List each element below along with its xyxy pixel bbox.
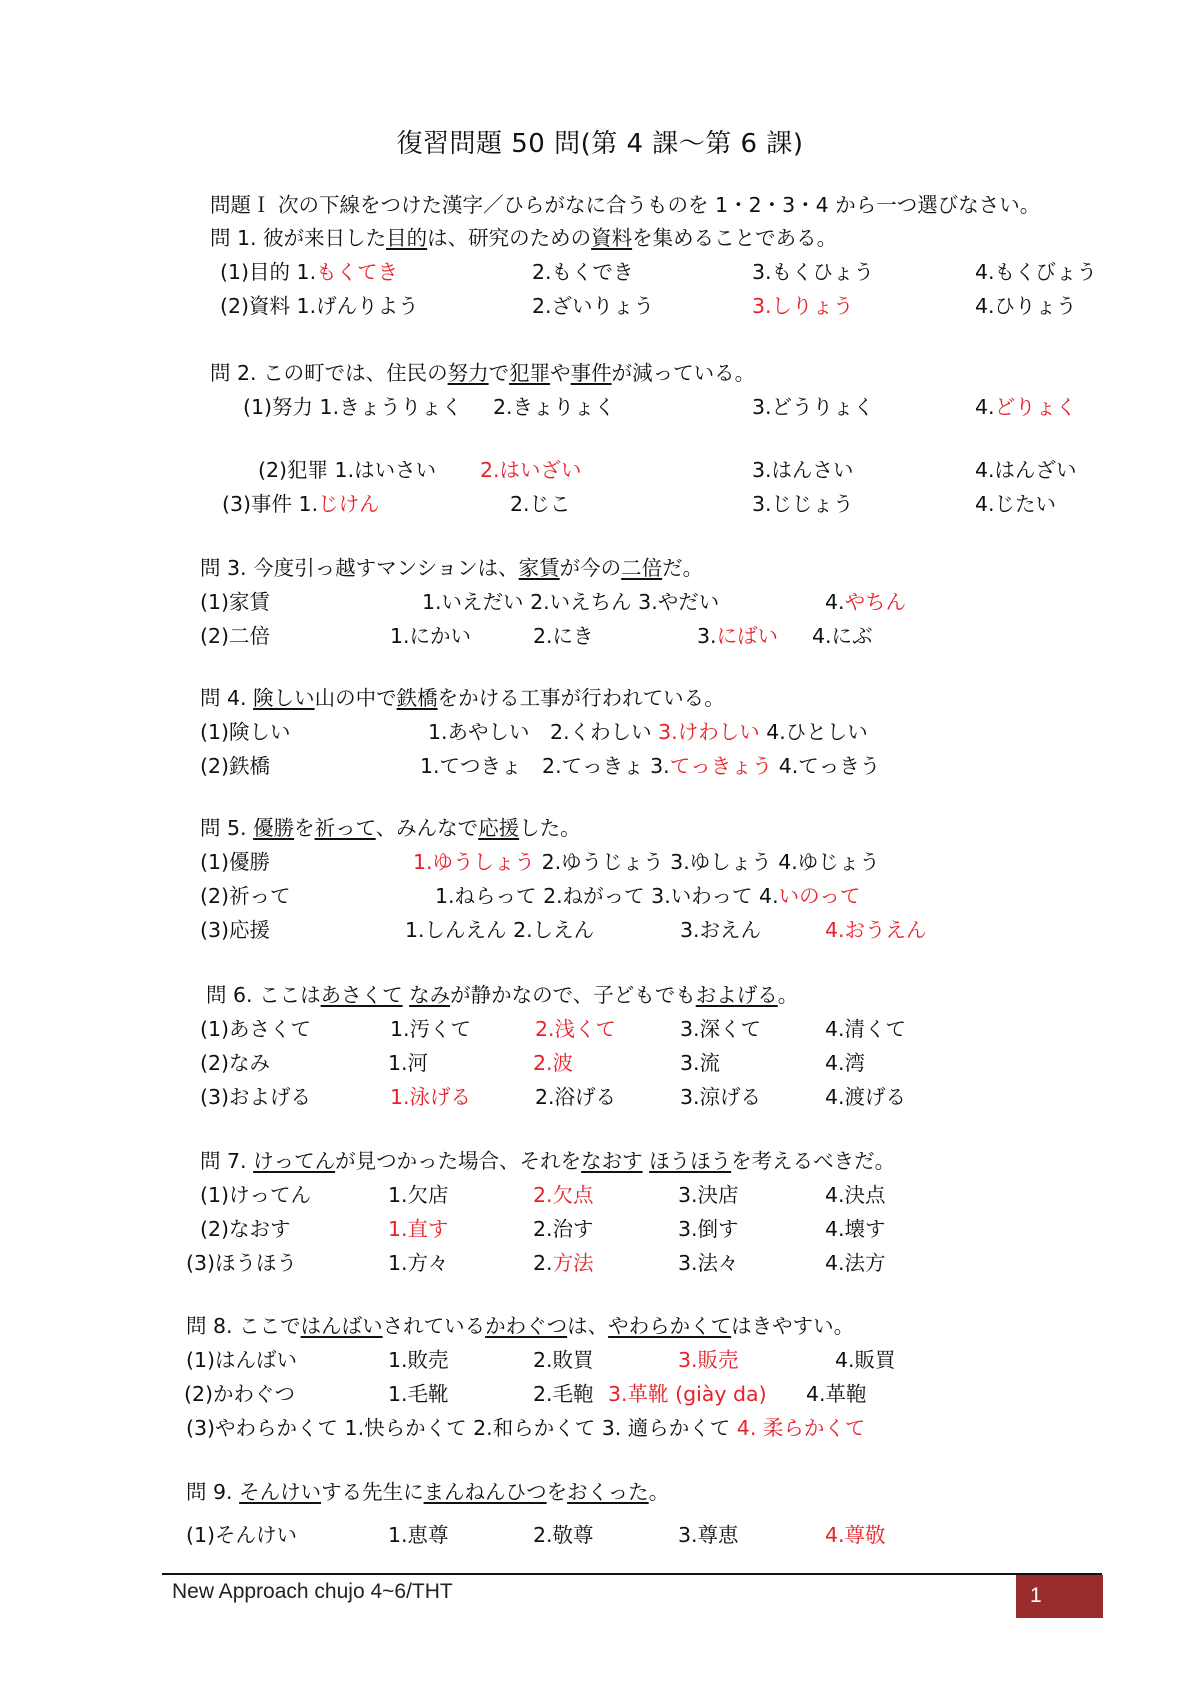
underlined-word: 鉄橋	[396, 686, 438, 710]
answer-option: 1.方々	[388, 1251, 449, 1275]
correct-answer: 2.浅くて	[535, 1017, 617, 1041]
answer-row	[200, 915, 1120, 945]
correct-answer: 方法	[552, 1251, 594, 1275]
underlined-word: あさくて	[320, 983, 403, 1007]
answer-label: (1)そんけい	[186, 1523, 298, 1547]
underlined-word: およげる	[695, 983, 778, 1007]
footer-text: New Approach chujo 4~6/THT	[172, 1580, 453, 1603]
answer-row	[220, 257, 1120, 287]
answer-option: 4.革鞄	[806, 1382, 867, 1406]
section-instructions: 問題Ｉ 次の下線をつけた漢字／ひらがなに合うものを 1・2・3・4 から一つ選びなさい。	[210, 193, 1041, 217]
underlined-word: 険しい	[253, 686, 315, 710]
underlined-word: けってん	[253, 1149, 336, 1173]
answer-label: (2)犯罪 1.はいさい	[258, 458, 437, 482]
answer-option: 3.尊恵	[678, 1523, 739, 1547]
answer-row	[243, 392, 1123, 422]
answer-options: 1.あやしい 2.くわしい 3.けわしい 4.ひとしい	[428, 720, 868, 744]
answer-row	[220, 291, 1120, 321]
underlined-word: 目的	[386, 226, 428, 250]
answer-option: 1.にかい	[390, 624, 472, 648]
answer-options: (3)やわらかくて 1.快らかくて 2.和らかくて 3. 適らかくて 4. 柔らかくて	[186, 1416, 866, 1440]
answer-option: 2.敗買	[533, 1348, 594, 1372]
answer-row	[186, 1345, 1120, 1375]
answer-options: 1.ねらって 2.ねがって 3.いわって 4.いのって	[435, 884, 861, 908]
answer-row	[200, 621, 1120, 651]
underlined-word: 祈って	[314, 816, 376, 840]
answer-option: 1.汚くて	[390, 1017, 472, 1041]
underlined-word: 努力	[447, 361, 489, 385]
answer-row	[200, 1180, 1120, 1210]
correct-answer: じけん	[318, 492, 380, 516]
page-number: 1	[1030, 1584, 1042, 1607]
underlined-word: そんけい	[239, 1480, 322, 1504]
correct-answer: にばい	[716, 624, 779, 648]
question-4: 問 4. 険しい山の中で鉄橋をかける工事が行われている。	[200, 686, 725, 710]
answer-label: (1)努力 1.きょうりょく	[243, 395, 463, 419]
answer-row	[200, 717, 1120, 747]
correct-answer: 2.波	[533, 1051, 574, 1075]
correct-answer: 3.けわしい	[658, 720, 760, 744]
answer-option: 4.法方	[825, 1251, 886, 1275]
answer-option: 2.毛鞄	[533, 1382, 594, 1406]
underlined-word: 家賃	[518, 556, 560, 580]
underlined-word: 二倍	[621, 556, 663, 580]
correct-answer: 3.販売	[678, 1348, 739, 1372]
correct-answer: 3.しりょう	[752, 294, 854, 318]
correct-answer: やちん	[844, 590, 907, 614]
correct-answer: 1.ゆうしょう	[413, 850, 536, 874]
answer-option: 4.やちん	[825, 590, 907, 614]
question-text: は、研究のための	[427, 226, 592, 250]
underlined-word: 応援	[478, 816, 520, 840]
answer-label: (3)応援	[200, 918, 271, 942]
answer-option: 4.にぶ	[812, 624, 873, 648]
underlined-word: おくった	[567, 1480, 649, 1504]
answer-label: (1)はんばい	[186, 1348, 298, 1372]
answer-label: (3)事件 1.じけん	[222, 492, 380, 516]
page-number-box	[1016, 1575, 1103, 1618]
underlined-word: 犯罪	[509, 361, 551, 385]
correct-answer: もくてき	[316, 260, 399, 284]
answer-row	[200, 587, 1120, 617]
correct-answer: 2.はいざい	[480, 458, 582, 482]
answer-label: (1)けってん	[200, 1183, 312, 1207]
question-7: 問 7. けってんが見つかった場合、それをなおす ほうほうを考えるべきだ。	[200, 1149, 896, 1173]
correct-answer: 2.欠点	[533, 1183, 594, 1207]
answer-option: 1.恵尊	[388, 1523, 449, 1547]
answer-option: 1.毛靴	[388, 1382, 449, 1406]
underlined-word: まんねんひつ	[423, 1480, 547, 1504]
answer-label: (2)なおす	[200, 1217, 291, 1241]
answer-option: 2.敬尊	[533, 1523, 594, 1547]
answer-option: 4.はんざい	[975, 458, 1077, 482]
answer-row	[258, 455, 1128, 485]
answer-label: (2)二倍	[200, 624, 271, 648]
answer-label: (3)ほうほう	[186, 1251, 298, 1275]
question-9: 問 9. そんけいする先生にまんねんひつをおくった。	[186, 1480, 670, 1504]
page-title: 復習問題 50 問(第 4 課〜第 6 課)	[396, 129, 804, 159]
correct-answer: いのって	[778, 884, 861, 908]
correct-answer: どりょく	[994, 395, 1077, 419]
question-1	[210, 223, 837, 253]
answer-option: 1.敗売	[388, 1348, 449, 1372]
answer-option: 3.涼げる	[680, 1085, 762, 1109]
answer-option: 2.ざいりょう	[532, 294, 655, 318]
answer-label: (1)あさくて	[200, 1017, 312, 1041]
answer-row	[200, 1214, 1120, 1244]
answer-row	[184, 1379, 1120, 1409]
answer-option: 4.どりょく	[975, 395, 1077, 419]
underlined-word: 資料	[591, 226, 633, 250]
answer-option: 2.にき	[533, 624, 594, 648]
answer-row	[186, 1248, 1120, 1278]
answer-option: 4.もくびょう	[975, 260, 1098, 284]
underlined-word: ほうほう	[649, 1149, 732, 1173]
answer-row	[200, 1082, 1120, 1112]
question-5: 問 5. 優勝を祈って、みんなで応援した。	[200, 816, 581, 840]
answer-option: 4.ひりょう	[975, 294, 1077, 318]
correct-answer: 4.尊敬	[825, 1523, 886, 1547]
answer-option: 4.販買	[835, 1348, 896, 1372]
answer-option: 3.決店	[678, 1183, 739, 1207]
question-text: 問 1. 彼が来日した	[210, 226, 387, 250]
answer-option: 3.じじょう	[752, 492, 854, 516]
answer-option: 4.湾	[825, 1051, 866, 1075]
answer-option: 3.流	[680, 1051, 721, 1075]
underlined-word: なみ	[409, 983, 451, 1007]
question-8: 問 8. ここではんばいされているかわぐつは、やわらかくてはきやすい。	[186, 1314, 855, 1338]
question-3: 問 3. 今度引っ越すマンションは、家賃が今の二倍だ。	[200, 556, 704, 580]
answer-row	[200, 881, 1120, 911]
question-6: 問 6. ここはあさくて なみが静かなので、子どもでもおよげる。	[206, 983, 799, 1007]
underlined-word: はんばい	[300, 1314, 383, 1338]
answer-option: 3.にばい	[697, 624, 779, 648]
correct-answer: 1.直す	[388, 1217, 449, 1241]
answer-label: (3)およげる	[200, 1085, 312, 1109]
answer-row	[200, 751, 1120, 781]
answer-label: (2)祈って	[200, 884, 291, 908]
answer-options: 1.ゆうしょう 2.ゆうじょう 3.ゆしょう 4.ゆじょう	[413, 850, 880, 874]
answer-option: 2.方法	[533, 1251, 594, 1275]
answer-option: 2.きょりょく	[493, 395, 616, 419]
underlined-word: かわぐつ	[485, 1314, 568, 1338]
answer-option: 2.治す	[533, 1217, 594, 1241]
underlined-word: なおす	[581, 1149, 643, 1173]
answer-option: 3.はんさい	[752, 458, 854, 482]
correct-answer: 4.おうえん	[825, 918, 927, 942]
answer-row	[186, 1520, 1120, 1550]
answer-row	[222, 489, 1122, 519]
answer-option: 1.欠店	[388, 1183, 449, 1207]
answer-label: (2)資料 1.げんりよう	[220, 294, 419, 318]
answer-option: 3.法々	[678, 1251, 739, 1275]
answer-label: (1)険しい	[200, 720, 291, 744]
answer-label: (2)なみ	[200, 1051, 271, 1075]
answer-option: 4.じたい	[975, 492, 1057, 516]
answer-option: 2.じこ	[510, 492, 571, 516]
answer-label: (1)目的 1.もくてき	[220, 260, 399, 284]
answer-option: 4.決点	[825, 1183, 886, 1207]
answer-option: 4.清くて	[825, 1017, 907, 1041]
answer-options: 1.てつきょ 2.てっきょ 3.てっきょう 4.てっきう	[420, 754, 881, 778]
answer-option: 3.おえん	[680, 918, 762, 942]
correct-answer: 3.革靴 (giày da)	[608, 1382, 767, 1406]
answer-option: 1.河	[388, 1051, 429, 1075]
answer-option: 4.渡げる	[825, 1085, 907, 1109]
answer-row	[200, 847, 1120, 877]
underlined-word: やわらかくて	[608, 1314, 732, 1338]
question-2: 問 2. この町では、住民の努力で犯罪や事件が減っている。	[210, 361, 756, 385]
answer-row	[200, 1014, 1120, 1044]
answer-option: 3.深くて	[680, 1017, 762, 1041]
answer-row	[200, 1048, 1120, 1078]
correct-answer: 4. 柔らかくて	[736, 1416, 866, 1440]
footer-rule	[162, 1573, 1102, 1575]
answer-option: 3.倒す	[678, 1217, 739, 1241]
answer-label: (2)鉄橋	[200, 754, 271, 778]
answer-option: 3.どうりょく	[752, 395, 875, 419]
correct-answer: てっきょう	[669, 754, 773, 778]
answer-option: 3.もくひょう	[752, 260, 875, 284]
answer-row	[186, 1413, 1120, 1443]
answer-option: 2.浴げる	[535, 1085, 617, 1109]
answer-option: 4.壊す	[825, 1217, 886, 1241]
answer-label: (1)優勝	[200, 850, 271, 874]
underlined-word: 優勝	[253, 816, 295, 840]
question-text: を集めることである。	[632, 226, 838, 250]
correct-answer: 1.泳げる	[390, 1085, 472, 1109]
underlined-word: 事件	[570, 361, 612, 385]
answer-option: 2.もくでき	[532, 260, 634, 284]
answer-label: (2)かわぐつ	[184, 1382, 296, 1406]
answer-option: 1.いえだい 2.いえちん 3.やだい	[422, 590, 720, 614]
answer-option: 1.しんえん 2.しえん	[405, 918, 595, 942]
answer-label: (1)家賃	[200, 590, 271, 614]
